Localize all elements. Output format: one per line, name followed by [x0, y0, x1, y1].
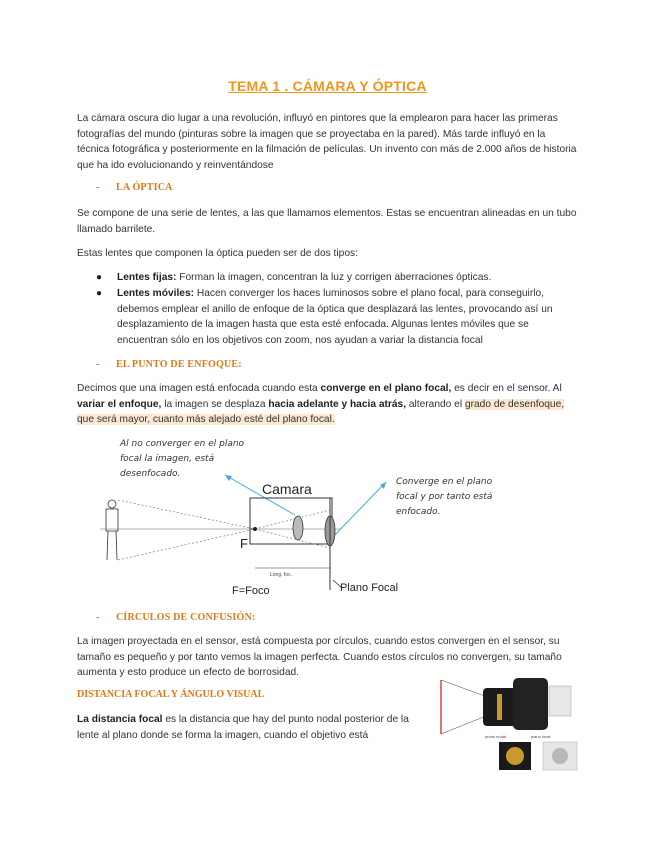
focus-point: [253, 527, 257, 531]
note-right-line-2: focal y por tanto está: [396, 492, 493, 502]
note-right-line-3: enfocado.: [396, 507, 441, 517]
note-right-line-1: Converge en el plano: [396, 477, 493, 487]
person-figure: [106, 500, 118, 560]
note-left-line-1: Al no converger en el plano: [120, 439, 245, 449]
bullet-dot: ●: [96, 272, 103, 283]
heading-distancia-focal: DISTANCIA FOCAL Y ÁNGULO VISUAL: [77, 689, 265, 700]
enfoque-paragraph: Decimos que una imagen está enfocada cuando esta converge en el plano focal, es decir en el sensor. Al variar el enfoque, la imagen se desplaza hacia adelante y hacia atrás, alterando el grado de desenfoque, que será mayor, cuanto más alejado esté del plano focal.: [77, 383, 565, 425]
camera-photo: [433, 672, 583, 772]
plano-focal-photo-label: plano focal: [531, 734, 551, 739]
bullet-lentes-moviles: Lentes móviles: Hacen converger los haces luminosos sobre el plano focal, para conseguirlo, debemos emplear el anillo de enfoque de la óptica que desplazará las lentes, provocando así un desplazamiento de la imagen hasta que esta esté enfocada. Algunas lentes móviles que se encuentran sólo en los objetivos con zoom, nos ayudan a variar la distancia focal: [117, 288, 553, 346]
circulos-paragraph: La imagen proyectada en el sensor, está compuesta por círculos, cuando estos convergen en el sensor, su tamaño es pequeño y por tanto vemos la imagen perfecta. Cuando estos círculos no convergen, su tamaño aumenta y esto produce un efecto de borrosidad.: [77, 636, 562, 678]
distancia-paragraph: La distancia focal es la distancia que hay del punto nodal posterior de la lente al plano donde se forma la imagen, cuando el objetivo está: [77, 714, 409, 741]
page-title: TEMA 1 . CÁMARA Y ÓPTICA: [228, 78, 427, 94]
camera-box: [250, 498, 332, 544]
note-left-line-3: desenfocado.: [120, 469, 181, 479]
arrow-right-line: [330, 482, 386, 540]
lens-closeup-ring: [506, 747, 524, 765]
f-label: F: [240, 536, 248, 551]
camera-back-panel: [549, 686, 571, 716]
blurred-image: [293, 516, 303, 540]
note-left-line-2: focal la imagen, está: [120, 454, 215, 464]
focus-diagram: [90, 430, 530, 605]
dist-label: Long. foc.: [270, 572, 292, 578]
sensor-closeup-mount: [552, 748, 568, 764]
optica-paragraph-1: Se compone de una serie de lentes, a las que llamamos elementos. Estas se encuentran alineadas en un tubo llamado barrilete.: [77, 208, 577, 235]
document-page: TEMA 1 . CÁMARA Y ÓPTICA La cámara oscura dio lugar a una revolución, influyó en pintores que la emplearon para hacer las primeras fotografías del mundo (pinturas sobre la imagen que se proyectaba en la pared). Más tarde influyó en la técnica fotográfica y posteriormente en la filmación de películas. Un invento con más de 2.000 años de historia que ha ido evolucionando y reinventándose - LA ÓPTICA Se compone de una serie de lentes, a las que llamamos elementos. Estas se encuentran alineadas en un tubo llamado barrilete. Estas lentes que componen la óptica pueden ser de dos tipos: ● Lentes fijas: Forman la imagen, concentran la luz y corrigen aberraciones ópticas. ● Lentes móviles: Hacen converger los haces luminosos sobre el plano focal, para conseguirlo, debemos emplear el anillo de enfoque de la óptica que desplazará las lentes, provocando así un desplazamiento de la imagen hasta que esta esté enfocada. Algunas lentes móviles que se encuentran sólo en los objetivos con zoom, nos ayudan a variar la distancia focal - EL PUNTO DE ENFOQUE: Decimos que una imagen está enfocada cuando esta converge en el plano focal, es decir en el sensor. Al variar el enfoque, la imagen se desplaza hacia adelante y hacia atrás, alterando el grado de desenfoque, que será mayor, cuanto más alejado esté del plano focal. Al no converger en el plano focal la imagen, está desenfocado. Converge en el plano focal y por tanto está enfocado. Camara Plano Focal F F=Foco Long. foc. - CÍRCULOS DE CONFUSIÓN: La imagen proyectada en el sensor, está compuesta por círculos, cuando estos convergen en el sensor, su tamaño es pequeño y por tanto vemos la imagen perfecta. Cuando estos círculos no convergen, su tamaño aumenta y esto produce un efecto de borrosidad. DISTANCIA FOCAL Y ÁNGULO VISUAL La distancia focal es la distancia que hay del punto nodal posterior de la lente al plano donde se forma la imagen, cuando el objetivo está punto nodal plano focal: [0, 0, 655, 848]
punto-nodal-label: punto nodal: [485, 734, 506, 739]
intro-paragraph: La cámara oscura dio lugar a una revolución, influyó en pintores que la emplearon para hacer las primeras fotografías del mundo (pinturas sobre la imagen que se proyectaba en la pared). Más tarde influyó en la técnica fotográfica y posteriormente en la filmación de películas. Un invento con más de 2.000 años de historia que ha ido evolucionando y reinventándose: [77, 113, 577, 171]
foco-label: F=Foco: [232, 585, 270, 597]
bullet-lentes-fijas: Lentes fijas: Forman la imagen, concentran la luz y corrigen aberraciones ópticas.: [117, 272, 492, 283]
camera-body: [513, 678, 548, 730]
bullet-dot: ●: [96, 288, 103, 299]
camera-label: Camara: [262, 481, 312, 497]
optica-paragraph-2: Estas lentes que componen la óptica pueden ser de dos tipos:: [77, 248, 358, 259]
plano-focal-label: Plano Focal: [340, 582, 399, 594]
lens-ring: [497, 694, 502, 720]
